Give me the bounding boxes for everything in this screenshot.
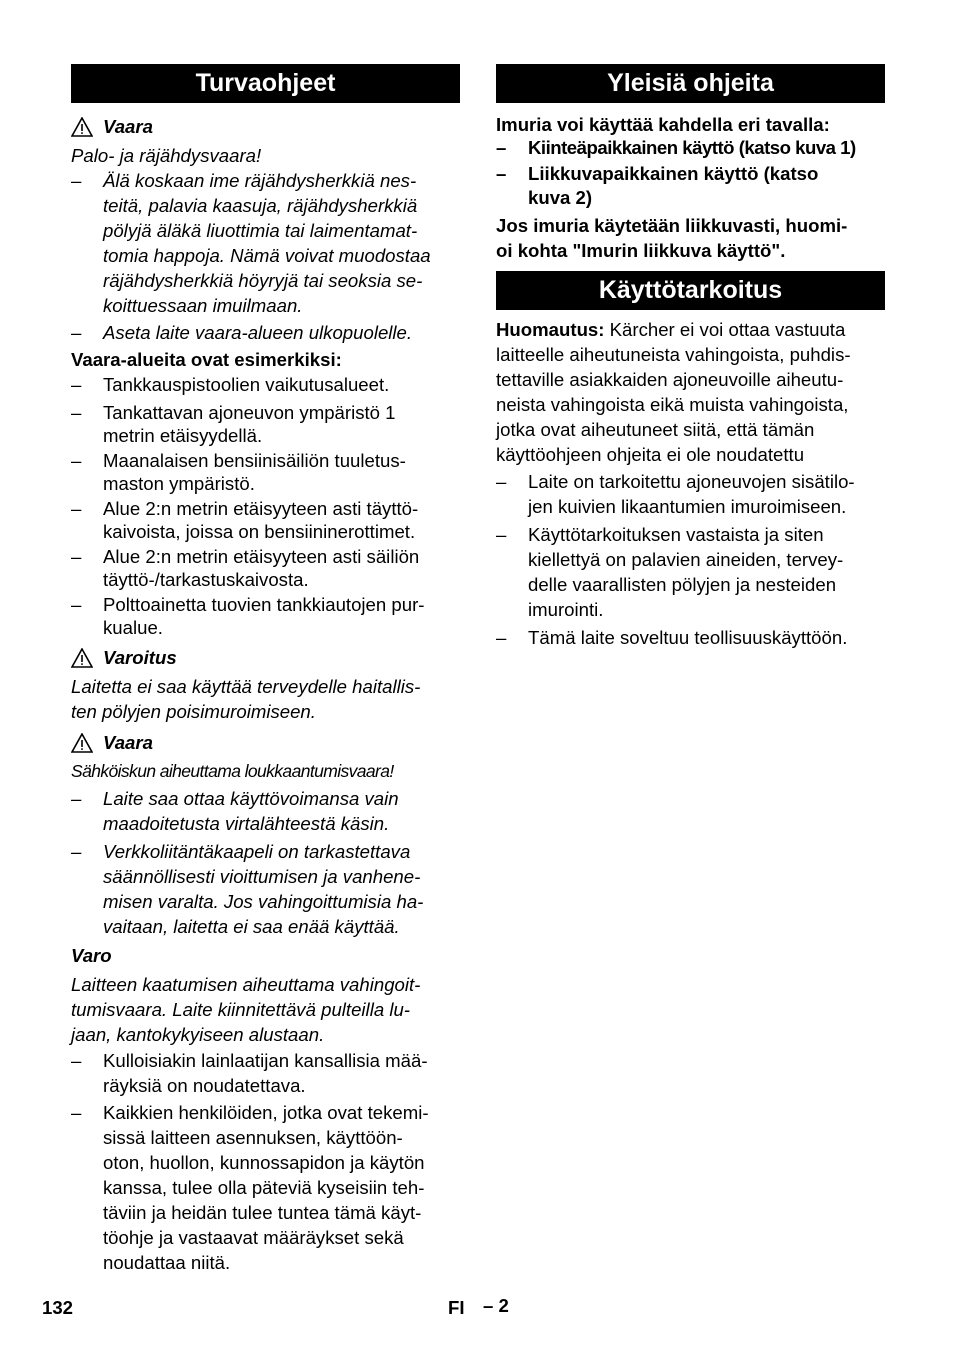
danger-list [71,168,460,345]
electric-danger-intro: Sähköiskun aiheuttama loukkaantumisvaara! [71,761,394,781]
danger-areas-list [71,373,460,639]
warning-triangle-icon [71,117,93,137]
note-text: Kärcher ei voi ottaa vastuuta laitteelle aiheutuneista vahingoista, puhdis- tettaville asiakkaiden ajoneuvoille aiheutu- neista vahingoista eikä muista vahingoista, jotka ovat aiheutuneet siitä, että tämän käyttöohjeen ohjeita ei ole noudatettu [496,319,851,465]
warning-triangle-icon [71,648,93,668]
caution-text: Laitteen kaatumisen aiheuttama vahingoit- tumisvaara. Laite kiinnitettävä pulteilla lu- jaan, kantokykyiseen alustaan. [71,974,421,1045]
intended-use-list [496,469,885,650]
list-item: – Maanalaisen bensiinisäiliön tuuletus- maston ympäristö. [71,449,460,495]
page-number: 132 [42,1297,74,1318]
page-suffix: – 2 [483,1295,509,1316]
danger-label: Vaara [71,114,460,139]
section-title-intended-use: Käyttötarkoitus [496,271,885,310]
list-item: – Kaikkien henkilöiden, jotka ovat tekemi- sissä laitteen asennuksen, käyttöön- oton, huollon, kunnossapidon ja käytön kanssa, tulee olla päteviä kyseisiin teh- täviin ja heidän tulee tuntea tämä käyt- töohje ja vastaavat määräykset sekä noudattaa niitä. [71,1100,460,1275]
danger-areas-heading: Vaara-alueita ovat esimerkiksi: [71,349,342,370]
list-item: – Tankkauspistoolien vaikutusalueet. [71,373,460,396]
right-column [496,64,885,650]
warning-label: Varoitus [71,645,460,670]
intended-use-note [496,317,885,467]
list-item: – Liikkuvapaikkainen käyttö (katso kuva 2) [496,162,885,210]
warning-triangle-icon [71,733,93,753]
general-list [496,136,885,210]
language-code: FI [448,1297,465,1318]
list-item: – Laite on tarkoitettu ajoneuvojen sisätilo- jen kuivien likaantumien imuroimiseen. [496,469,885,519]
list-item: – Polttoainetta tuovien tankkiautojen pur- kualue. [71,593,460,639]
note-label: Huomautus: [496,319,605,340]
electric-danger-list [71,786,460,939]
list-item: – Tankattavan ajoneuvon ympäristö 1 metrin etäisyydellä. [71,401,460,447]
caution-list [71,1048,460,1275]
warning-text: Laitetta ei saa käyttää terveydelle haitallis- ten pölyjen poisimuroimiseen. [71,676,421,722]
danger-intro: Palo- ja räjähdysvaara! [71,145,262,166]
caution-label: Varo [71,945,112,966]
list-item: – Älä koskaan ime räjähdysherkkiä nes- teitä, palavia kaasuja, räjähdysherkkiä pölyjä äläkä liuottimia tai laimentamat- tomia happoja. Nämä voivat muodostaa räjähdysherkkiä höyryjä tai seoksia se- koittuessaan imuilmaan. [71,168,460,318]
list-item: – Tämä laite soveltuu teollisuuskäyttöön. [496,625,885,650]
left-column [71,64,460,1275]
section-title-safety: Turvaohjeet [71,64,460,103]
general-intro: Imuria voi käyttää kahdella eri tavalla: [496,114,830,135]
list-item: – Aseta laite vaara-alueen ulkopuolelle. [71,320,460,345]
section-title-general: Yleisiä ohjeita [496,64,885,103]
electric-danger-label: Vaara [71,730,460,755]
list-item: – Verkkoliitäntäkaapeli on tarkastettava säännöllisesti vioittumisen ja vanhene- misen varalta. Jos vahingoittumisia ha- vaitaan, laitetta ei saa enää käyttää. [71,839,460,939]
list-item: – Alue 2:n metrin etäisyyteen asti säiliön täyttö-/tarkastuskaivosta. [71,545,460,591]
list-item: – Käyttötarkoituksen vastaista ja siten kiellettyä on palavien aineiden, tervey- delle vaarallisten pölyjen ja nesteiden imurointi. [496,522,885,622]
list-item: – Kiinteäpaikkainen käyttö (katso kuva 1) [496,136,885,160]
list-item: – Laite saa ottaa käyttövoimansa vain maadoitetusta virtalähteestä käsin. [71,786,460,836]
list-item: – Kulloisiakin lainlaatijan kansallisia mää- räyksiä on noudatettava. [71,1048,460,1098]
general-note: Jos imuria käytetään liikkuvasti, huomi- oi kohta "Imurin liikkuva käyttö". [496,215,848,261]
list-item: – Alue 2:n metrin etäisyyteen asti täyttö- kaivoista, joissa on bensiininerottimet. [71,497,460,543]
